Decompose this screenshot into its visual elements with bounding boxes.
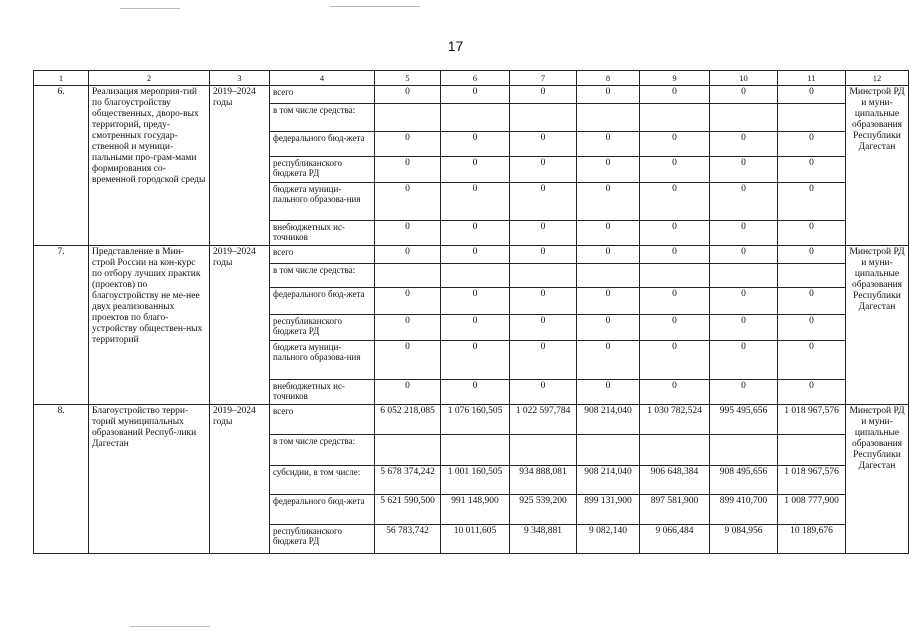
- value-cell: 0: [441, 246, 510, 264]
- value-cell: [778, 435, 846, 466]
- value-cell: 5 678 374,242: [375, 466, 441, 495]
- value-cell: 0: [640, 288, 710, 315]
- table-row: [34, 246, 909, 264]
- value-cell: 0: [441, 183, 510, 221]
- value-cell: 5 621 590,500: [375, 495, 441, 525]
- value-cell: 0: [778, 380, 846, 405]
- value-cell: 0: [577, 157, 640, 183]
- funding-source: в том числе средства:: [270, 264, 375, 288]
- value-cell: 897 581,900: [640, 495, 710, 525]
- value-cell: 10 011,605: [441, 525, 510, 554]
- value-cell: 0: [778, 221, 846, 246]
- value-cell: [510, 435, 577, 466]
- value-cell: 0: [778, 341, 846, 380]
- measure-title: Представление в Мин-строй России на кон-курс по отбору лучших практик (проектов) по благоустройству не ме-нее двух реализованных проектов по благо-устройству обществен-ных территорий: [89, 246, 210, 405]
- value-cell: 1 076 160,505: [441, 405, 510, 435]
- value-cell: 0: [510, 132, 577, 157]
- value-cell: 0: [510, 246, 577, 264]
- value-cell: [375, 435, 441, 466]
- value-cell: 908 214,040: [577, 405, 640, 435]
- value-cell: 0: [375, 288, 441, 315]
- value-cell: 934 888,081: [510, 466, 577, 495]
- value-cell: 0: [510, 183, 577, 221]
- value-cell: [710, 435, 778, 466]
- column-number: 12: [846, 71, 909, 86]
- value-cell: 0: [640, 86, 710, 104]
- value-cell: 0: [441, 380, 510, 405]
- column-number: 2: [89, 71, 210, 86]
- value-cell: 0: [375, 341, 441, 380]
- column-number-row: [34, 71, 909, 86]
- value-cell: 1 008 777,900: [778, 495, 846, 525]
- value-cell: [441, 104, 510, 132]
- column-number: 9: [640, 71, 710, 86]
- value-cell: 0: [441, 341, 510, 380]
- row-number: 8.: [34, 405, 89, 554]
- scan-artifact: [120, 8, 180, 9]
- row-number: 7.: [34, 246, 89, 405]
- value-cell: 0: [710, 288, 778, 315]
- value-cell: 0: [710, 380, 778, 405]
- funding-source: внебюджетных ис-точников: [270, 380, 375, 405]
- value-cell: 899 410,700: [710, 495, 778, 525]
- value-cell: 6 052 218,085: [375, 405, 441, 435]
- value-cell: 995 495,656: [710, 405, 778, 435]
- measure-title: Реализация мероприя-тий по благоустройству общественных, дворо-вых территорий, преду-смотренных государ-ственной и муници-пальными про-грам-мами формирования со-временной городской среды: [89, 86, 210, 246]
- value-cell: 0: [710, 315, 778, 341]
- value-cell: 0: [710, 132, 778, 157]
- column-number: 3: [210, 71, 270, 86]
- value-cell: 1 030 782,524: [640, 405, 710, 435]
- value-cell: 0: [577, 315, 640, 341]
- measure-title: Благоустройство терри-торий муниципальных образований Респуб-лики Дагестан: [89, 405, 210, 554]
- value-cell: 0: [778, 86, 846, 104]
- value-cell: [375, 104, 441, 132]
- funding-source: в том числе средства:: [270, 435, 375, 466]
- value-cell: 0: [640, 380, 710, 405]
- value-cell: 0: [441, 221, 510, 246]
- column-number: 11: [778, 71, 846, 86]
- value-cell: 0: [510, 341, 577, 380]
- value-cell: 0: [577, 246, 640, 264]
- value-cell: 0: [577, 183, 640, 221]
- column-number: 5: [375, 71, 441, 86]
- value-cell: [577, 104, 640, 132]
- funding-source: всего: [270, 86, 375, 104]
- value-cell: 991 148,900: [441, 495, 510, 525]
- value-cell: 908 495,656: [710, 466, 778, 495]
- scan-artifact: [130, 626, 210, 627]
- value-cell: 906 648,384: [640, 466, 710, 495]
- value-cell: 0: [510, 86, 577, 104]
- value-cell: 0: [710, 221, 778, 246]
- table-row: [34, 405, 909, 435]
- value-cell: 0: [640, 183, 710, 221]
- value-cell: [577, 264, 640, 288]
- value-cell: 899 131,900: [577, 495, 640, 525]
- value-cell: 0: [710, 86, 778, 104]
- responsible-org: Минстрой РД и муни-ципальные образования Республики Дагестан: [846, 405, 909, 554]
- value-cell: 1 022 597,784: [510, 405, 577, 435]
- value-cell: 0: [375, 86, 441, 104]
- value-cell: 0: [778, 315, 846, 341]
- value-cell: [640, 435, 710, 466]
- value-cell: 0: [577, 288, 640, 315]
- funding-source: в том числе средства:: [270, 104, 375, 132]
- scan-artifact: [330, 6, 420, 7]
- value-cell: [375, 264, 441, 288]
- value-cell: [640, 104, 710, 132]
- column-number: 8: [577, 71, 640, 86]
- value-cell: 0: [441, 132, 510, 157]
- value-cell: 0: [640, 132, 710, 157]
- funding-source: федерального бюд-жета: [270, 132, 375, 157]
- funding-source: всего: [270, 246, 375, 264]
- funding-source: федерального бюд-жета: [270, 288, 375, 315]
- value-cell: [510, 104, 577, 132]
- value-cell: 0: [375, 246, 441, 264]
- value-cell: 0: [778, 183, 846, 221]
- value-cell: 0: [710, 246, 778, 264]
- value-cell: 9 348,881: [510, 525, 577, 554]
- value-cell: 9 082,140: [577, 525, 640, 554]
- value-cell: 0: [577, 341, 640, 380]
- value-cell: [710, 264, 778, 288]
- value-cell: 0: [778, 246, 846, 264]
- value-cell: 925 539,200: [510, 495, 577, 525]
- column-number: 6: [441, 71, 510, 86]
- value-cell: 0: [510, 315, 577, 341]
- budget-table: [33, 70, 909, 554]
- value-cell: 908 214,040: [577, 466, 640, 495]
- period: 2019–2024 годы: [210, 405, 270, 554]
- value-cell: 0: [778, 132, 846, 157]
- period: 2019–2024 годы: [210, 86, 270, 246]
- value-cell: 0: [441, 288, 510, 315]
- value-cell: [441, 264, 510, 288]
- funding-source: бюджета муници-пального образова-ния: [270, 341, 375, 380]
- value-cell: 0: [710, 157, 778, 183]
- value-cell: 0: [375, 221, 441, 246]
- value-cell: 0: [510, 288, 577, 315]
- value-cell: 0: [577, 132, 640, 157]
- value-cell: 0: [640, 221, 710, 246]
- funding-source: субсидии, в том числе:: [270, 466, 375, 495]
- value-cell: 1 018 967,576: [778, 405, 846, 435]
- funding-source: республиканского бюджета РД: [270, 525, 375, 554]
- funding-source: федерального бюд-жета: [270, 495, 375, 525]
- value-cell: 0: [510, 157, 577, 183]
- funding-source: республиканского бюджета РД: [270, 315, 375, 341]
- value-cell: 0: [640, 341, 710, 380]
- value-cell: [577, 435, 640, 466]
- column-number: 7: [510, 71, 577, 86]
- value-cell: 1 001 160,505: [441, 466, 510, 495]
- column-number: 10: [710, 71, 778, 86]
- value-cell: 10 189,676: [778, 525, 846, 554]
- funding-source: всего: [270, 405, 375, 435]
- value-cell: 56 783,742: [375, 525, 441, 554]
- responsible-org: Минстрой РД и муни-ципальные образования Республики Дагестан: [846, 246, 909, 405]
- value-cell: 0: [510, 380, 577, 405]
- value-cell: 0: [441, 157, 510, 183]
- value-cell: 0: [577, 86, 640, 104]
- column-number: 4: [270, 71, 375, 86]
- value-cell: 0: [375, 183, 441, 221]
- page-number: 17: [447, 38, 464, 54]
- row-number: 6.: [34, 86, 89, 246]
- value-cell: [778, 104, 846, 132]
- value-cell: 0: [778, 288, 846, 315]
- value-cell: 0: [375, 380, 441, 405]
- value-cell: [441, 435, 510, 466]
- value-cell: 1 018 967,576: [778, 466, 846, 495]
- funding-source: внебюджетных ис-точников: [270, 221, 375, 246]
- value-cell: [510, 264, 577, 288]
- table-row: [34, 86, 909, 104]
- value-cell: 0: [375, 157, 441, 183]
- responsible-org: Минстрой РД и муни-ципальные образования Республики Дагестан: [846, 86, 909, 246]
- value-cell: 9 084,956: [710, 525, 778, 554]
- value-cell: [640, 264, 710, 288]
- value-cell: [778, 264, 846, 288]
- value-cell: 0: [441, 86, 510, 104]
- value-cell: 0: [640, 157, 710, 183]
- value-cell: 0: [778, 157, 846, 183]
- period: 2019–2024 годы: [210, 246, 270, 405]
- funding-source: бюджета муници-пального образова-ния: [270, 183, 375, 221]
- value-cell: 0: [710, 341, 778, 380]
- value-cell: 0: [375, 315, 441, 341]
- value-cell: 0: [640, 315, 710, 341]
- value-cell: [710, 104, 778, 132]
- value-cell: 0: [577, 380, 640, 405]
- value-cell: 0: [577, 221, 640, 246]
- funding-source: республиканского бюджета РД: [270, 157, 375, 183]
- value-cell: 0: [710, 183, 778, 221]
- value-cell: 0: [375, 132, 441, 157]
- value-cell: 9 066,484: [640, 525, 710, 554]
- value-cell: 0: [510, 221, 577, 246]
- value-cell: 0: [441, 315, 510, 341]
- column-number: 1: [34, 71, 89, 86]
- value-cell: 0: [640, 246, 710, 264]
